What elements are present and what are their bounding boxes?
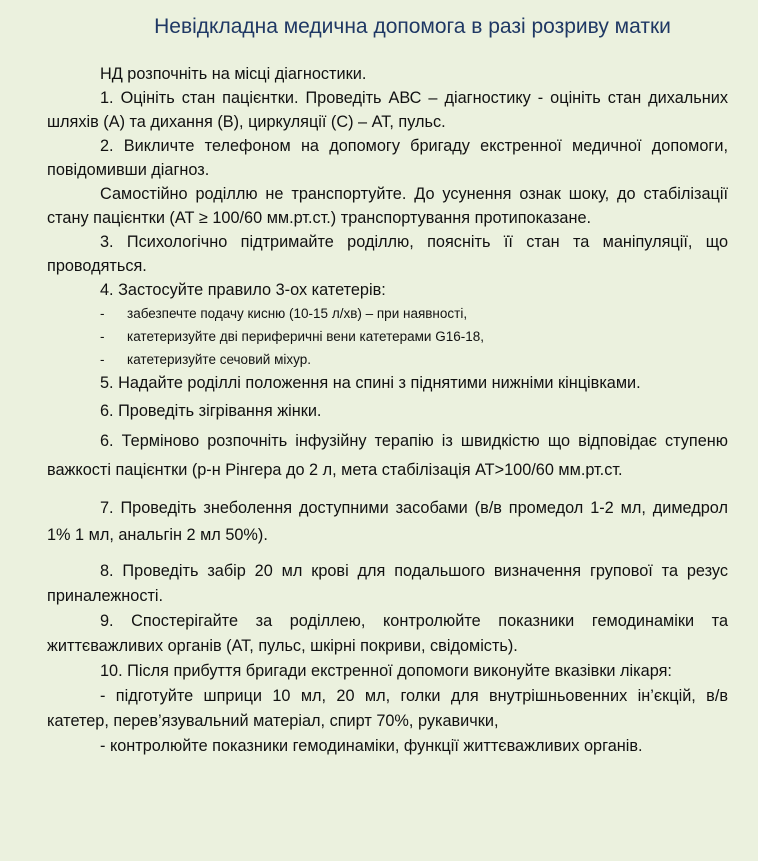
list-item xyxy=(47,302,728,325)
transport-note-paragraph: Самостійно роділлю не транспортуйте. До усунення ознак шоку, до стабілізації стану пацієнтки (АТ ≥ 100/60 мм.рт.ст.) транспортування протипоказане. xyxy=(47,185,728,227)
step-10-monitor-paragraph: - контролюйте показники гемодинаміки, функції життєважливих органів. xyxy=(100,737,643,755)
step-5-paragraph: 5. Надайте роділлі положення на спині з піднятими нижніми кінцівками. xyxy=(100,374,641,392)
list-item-text: катетеризуйте дві периферичні вени катетерами G16-18, xyxy=(127,329,484,344)
step-2-paragraph: 2. Викличте телефоном на допомогу бригаду екстренної медичної допомоги, повідомивши діагноз. xyxy=(47,137,728,179)
dash-bullet: - xyxy=(100,329,105,344)
step-3-paragraph: 3. Психологічно підтримайте роділлю, поясніть її стан та маніпуляції, що проводяться. xyxy=(47,233,728,275)
step-9-paragraph: 9. Спостерігайте за роділлею, контролюйте показники гемодинаміки та життєважливих органів (АТ, пульс, шкірні покриви, свідомість). xyxy=(47,612,728,655)
step-6-paragraph: 6. Проведіть зігрівання жінки. xyxy=(100,402,322,420)
step-1-paragraph: 1. Оцініть стан пацієнтки. Проведіть АВС – діагностику - оцініть стан дихальних шляхів (А) та дихання (В), циркуляції (С) – АТ, пульс. xyxy=(47,89,728,131)
document-body xyxy=(47,62,728,759)
list-item-text: забезпечте подачу кисню (10-15 л/хв) – при наявності, xyxy=(127,306,468,321)
catheter-list xyxy=(47,302,728,371)
list-item xyxy=(47,325,728,348)
intro-paragraph: НД розпочніть на місці діагностики. xyxy=(100,65,367,83)
dash-bullet: - xyxy=(100,352,105,367)
step-10-paragraph: 10. Після прибуття бригади екстренної допомоги виконуйте вказівки лікаря: xyxy=(100,662,672,680)
list-item xyxy=(47,348,728,371)
page-title: Невідкладна медична допомога в разі розриву матки xyxy=(154,15,671,38)
step-4-paragraph: 4. Застосуйте правило 3-ох катетерів: xyxy=(100,281,386,299)
list-item-text: катетеризуйте сечовий міхур. xyxy=(127,352,311,367)
step-7-paragraph: 7. Проведіть знеболення доступними засобами (в/в промедол 1-2 мл, димедрол 1% 1 мл, анальгін 2 мл 50%). xyxy=(47,499,728,544)
dash-bullet: - xyxy=(100,306,105,321)
infusion-paragraph: 6. Терміново розпочніть інфузійну терапію із швидкістю що відповідає ступеню важкості пацієнтки (р-н Рінгера до 2 л, мета стабілізація АТ>100/60 мм.рт.ст. xyxy=(47,432,728,479)
step-10-supplies-paragraph: - підготуйте шприци 10 мл, 20 мл, голки для внутрішньовенних ін’єкцій, в/в катетер, перев’язувальний матеріал, спирт 70%, рукавички, xyxy=(47,687,728,730)
step-8-paragraph: 8. Проведіть забір 20 мл крові для подальшого визначення групової та резус приналежності. xyxy=(47,562,728,605)
